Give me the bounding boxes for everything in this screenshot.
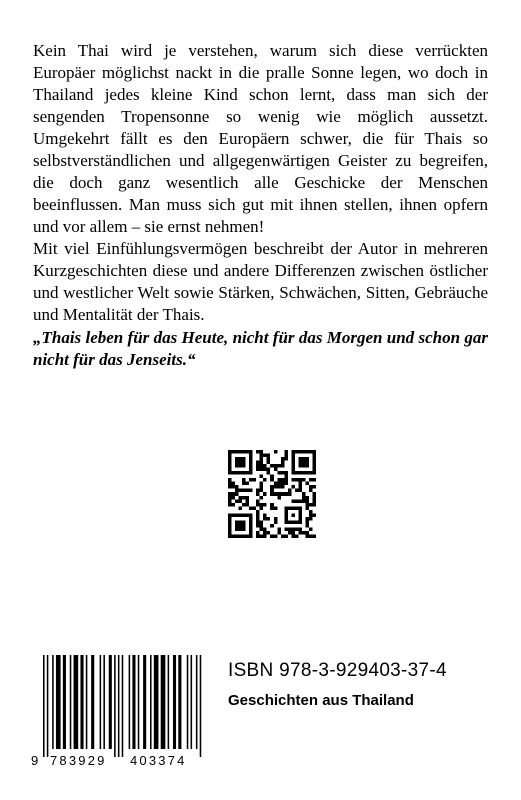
barcode-digit-first: 9 xyxy=(31,753,39,767)
blurb-paragraph-1: Kein Thai wird je verstehen, warum sich diese verrückten Europäer möglichst nackt in die pralle Sonne legen, wo doch in Thailand jedes kleine Kind schon lernt, dass man sich der sengenden Tropensonne so wenig wie möglich aussetzt. Umgekehrt fällt es den Europäern schwer, die für Thais so selbstverständlichen und allgegenwärtigen Geister zu begreifen, die doch ganz wesentlich alle Geschicke der Menschen beeinflussen. Man muss sich gut mit ihnen stellen, ihnen opfern und vor allem – sie ernst nehmen! xyxy=(33,41,488,236)
isbn-barcode xyxy=(30,655,210,767)
blurb-paragraph-2: Mit viel Einfühlungsvermögen beschreibt der Autor in mehreren Kurzgeschichten diese und andere Differenzen zwischen östlicher und westlicher Welt sowie Stärken, Schwächen, Sitten, Gebräuche und Mentalität der Thais. xyxy=(33,239,488,324)
barcode-digits-right: 403374 xyxy=(130,753,187,767)
qr-code xyxy=(228,450,316,538)
back-cover-blurb xyxy=(33,40,488,326)
book-subtitle: Geschichten aus Thailand xyxy=(228,692,414,709)
pull-quote: „Thais leben für das Heute, nicht für das Morgen und schon gar nicht für das Jenseits.“ xyxy=(33,328,488,369)
isbn-number: ISBN 978-3-929403-37-4 xyxy=(228,660,447,681)
barcode-digits-left: 783929 xyxy=(50,753,107,767)
